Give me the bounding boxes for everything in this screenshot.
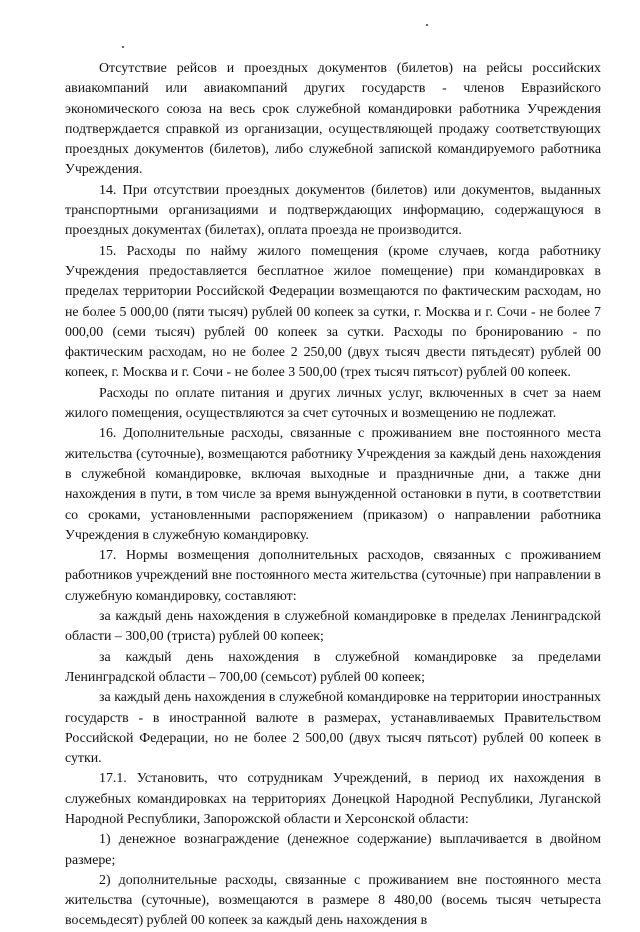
paragraph-14: 14. При отсутствии проездных документов (билетов) или документов, выданных транспортными организациями и подтверждающих информацию, содержащуюся в проездных документах (билетах), оплата проезда не производится. (65, 182, 601, 239)
scan-speck (426, 24, 428, 26)
paragraph-flight-absence: Отсутствие рейсов и проездных документов (билетов) на рейсы российских авиакомпаний или авиакомпаний других государств - членов Евразийского экономического союза на весь срок служебной командировки работника Учреждения подтверждается справкой из организации, осуществляющей продажу соответствующих проездных документов (билетов), либо служебной запиской командируемого работника Учреждения. (65, 61, 601, 178)
paragraph-15-meals: Расходы по оплате питания и других личных услуг, включенных в счет за наем жилого помещения, осуществляются за счет суточных и возмещению не подлежат. (65, 385, 601, 422)
paragraph-17-1-item-1: 1) денежное вознаграждение (денежное содержание) выплачивается в двойном размере; (65, 832, 601, 868)
paragraph-17-1: 17.1. Установить, что сотрудникам Учреждений, в период их нахождения в служебных командировках на территориях Донецкой Народной Республики, Луганской Народной Республики, Запорожской области и Херсонской области: (65, 771, 601, 827)
paragraph-17-within-region: за каждый день нахождения в служебной командировке в пределах Ленинградской области – 300,00 (триста) рублей 00 копеек; (65, 609, 601, 645)
paragraph-16: 16. Дополнительные расходы, связанные с проживанием вне постоянного места жительства (суточные), возмещаются работнику Учреждения за каждый день нахождения в служебной командировке, включая выходные и праздничные дни, а также дни нахождения в пути, в том числе за время вынужденной остановки в пути, в соответствии со сроками, установленными распоряжением (приказом) о направлении работника Учреждения в служебную командировку. (65, 426, 601, 543)
paragraph-17-abroad: за каждый день нахождения в служебной командировке на территории иностранных государств - в иностранной валюте в размерах, устанавливаемых Правительством Российской Федерации, но не более 2 500,00 (двух тысяч пятьсот) рублей 00 копеек в сутки. (65, 690, 601, 767)
paragraph-17-outside-region: за каждый день нахождения в служебной командировке за пределами Ленинградской области – 700,00 (семьсот) рублей 00 копеек; (65, 649, 601, 685)
scan-speck (122, 46, 124, 48)
paragraph-17: 17. Нормы возмещения дополнительных расходов, связанных с проживанием работников учреждений вне постоянного места жительства (суточные) при направлении в служебную командировку, составляют: (65, 548, 601, 604)
document-body (65, 59, 601, 932)
paragraph-17-1-item-2: 2) дополнительные расходы, связанные с проживанием вне постоянного места жительства (суточные), возмещаются в размере 8 480,00 (восемь тысяч четыреста восемьдесят) рублей 00 копеек за каждый день нахождения в (65, 872, 601, 929)
paragraph-15: 15. Расходы по найму жилого помещения (кроме случаев, когда работнику Учреждения предоставляется бесплатное жилое помещение) при командировках в пределах территории Российской Федерации возмещаются по фактическим расходам, но не более 5 000,00 (пяти тысяч) рублей 00 копеек за сутки, г. Москва и г. Сочи - не более 7 000,00 (семи тысяч) рублей 00 копеек за сутки. Расходы по бронированию - по фактическим расходам, но не более 2 250,00 (двух тысяч двести пятьдесят) рублей 00 копеек, г. Москва и г. Сочи - не более 3 500,00 (трех тысяч пятьсот) рублей 00 копеек. (65, 243, 601, 381)
